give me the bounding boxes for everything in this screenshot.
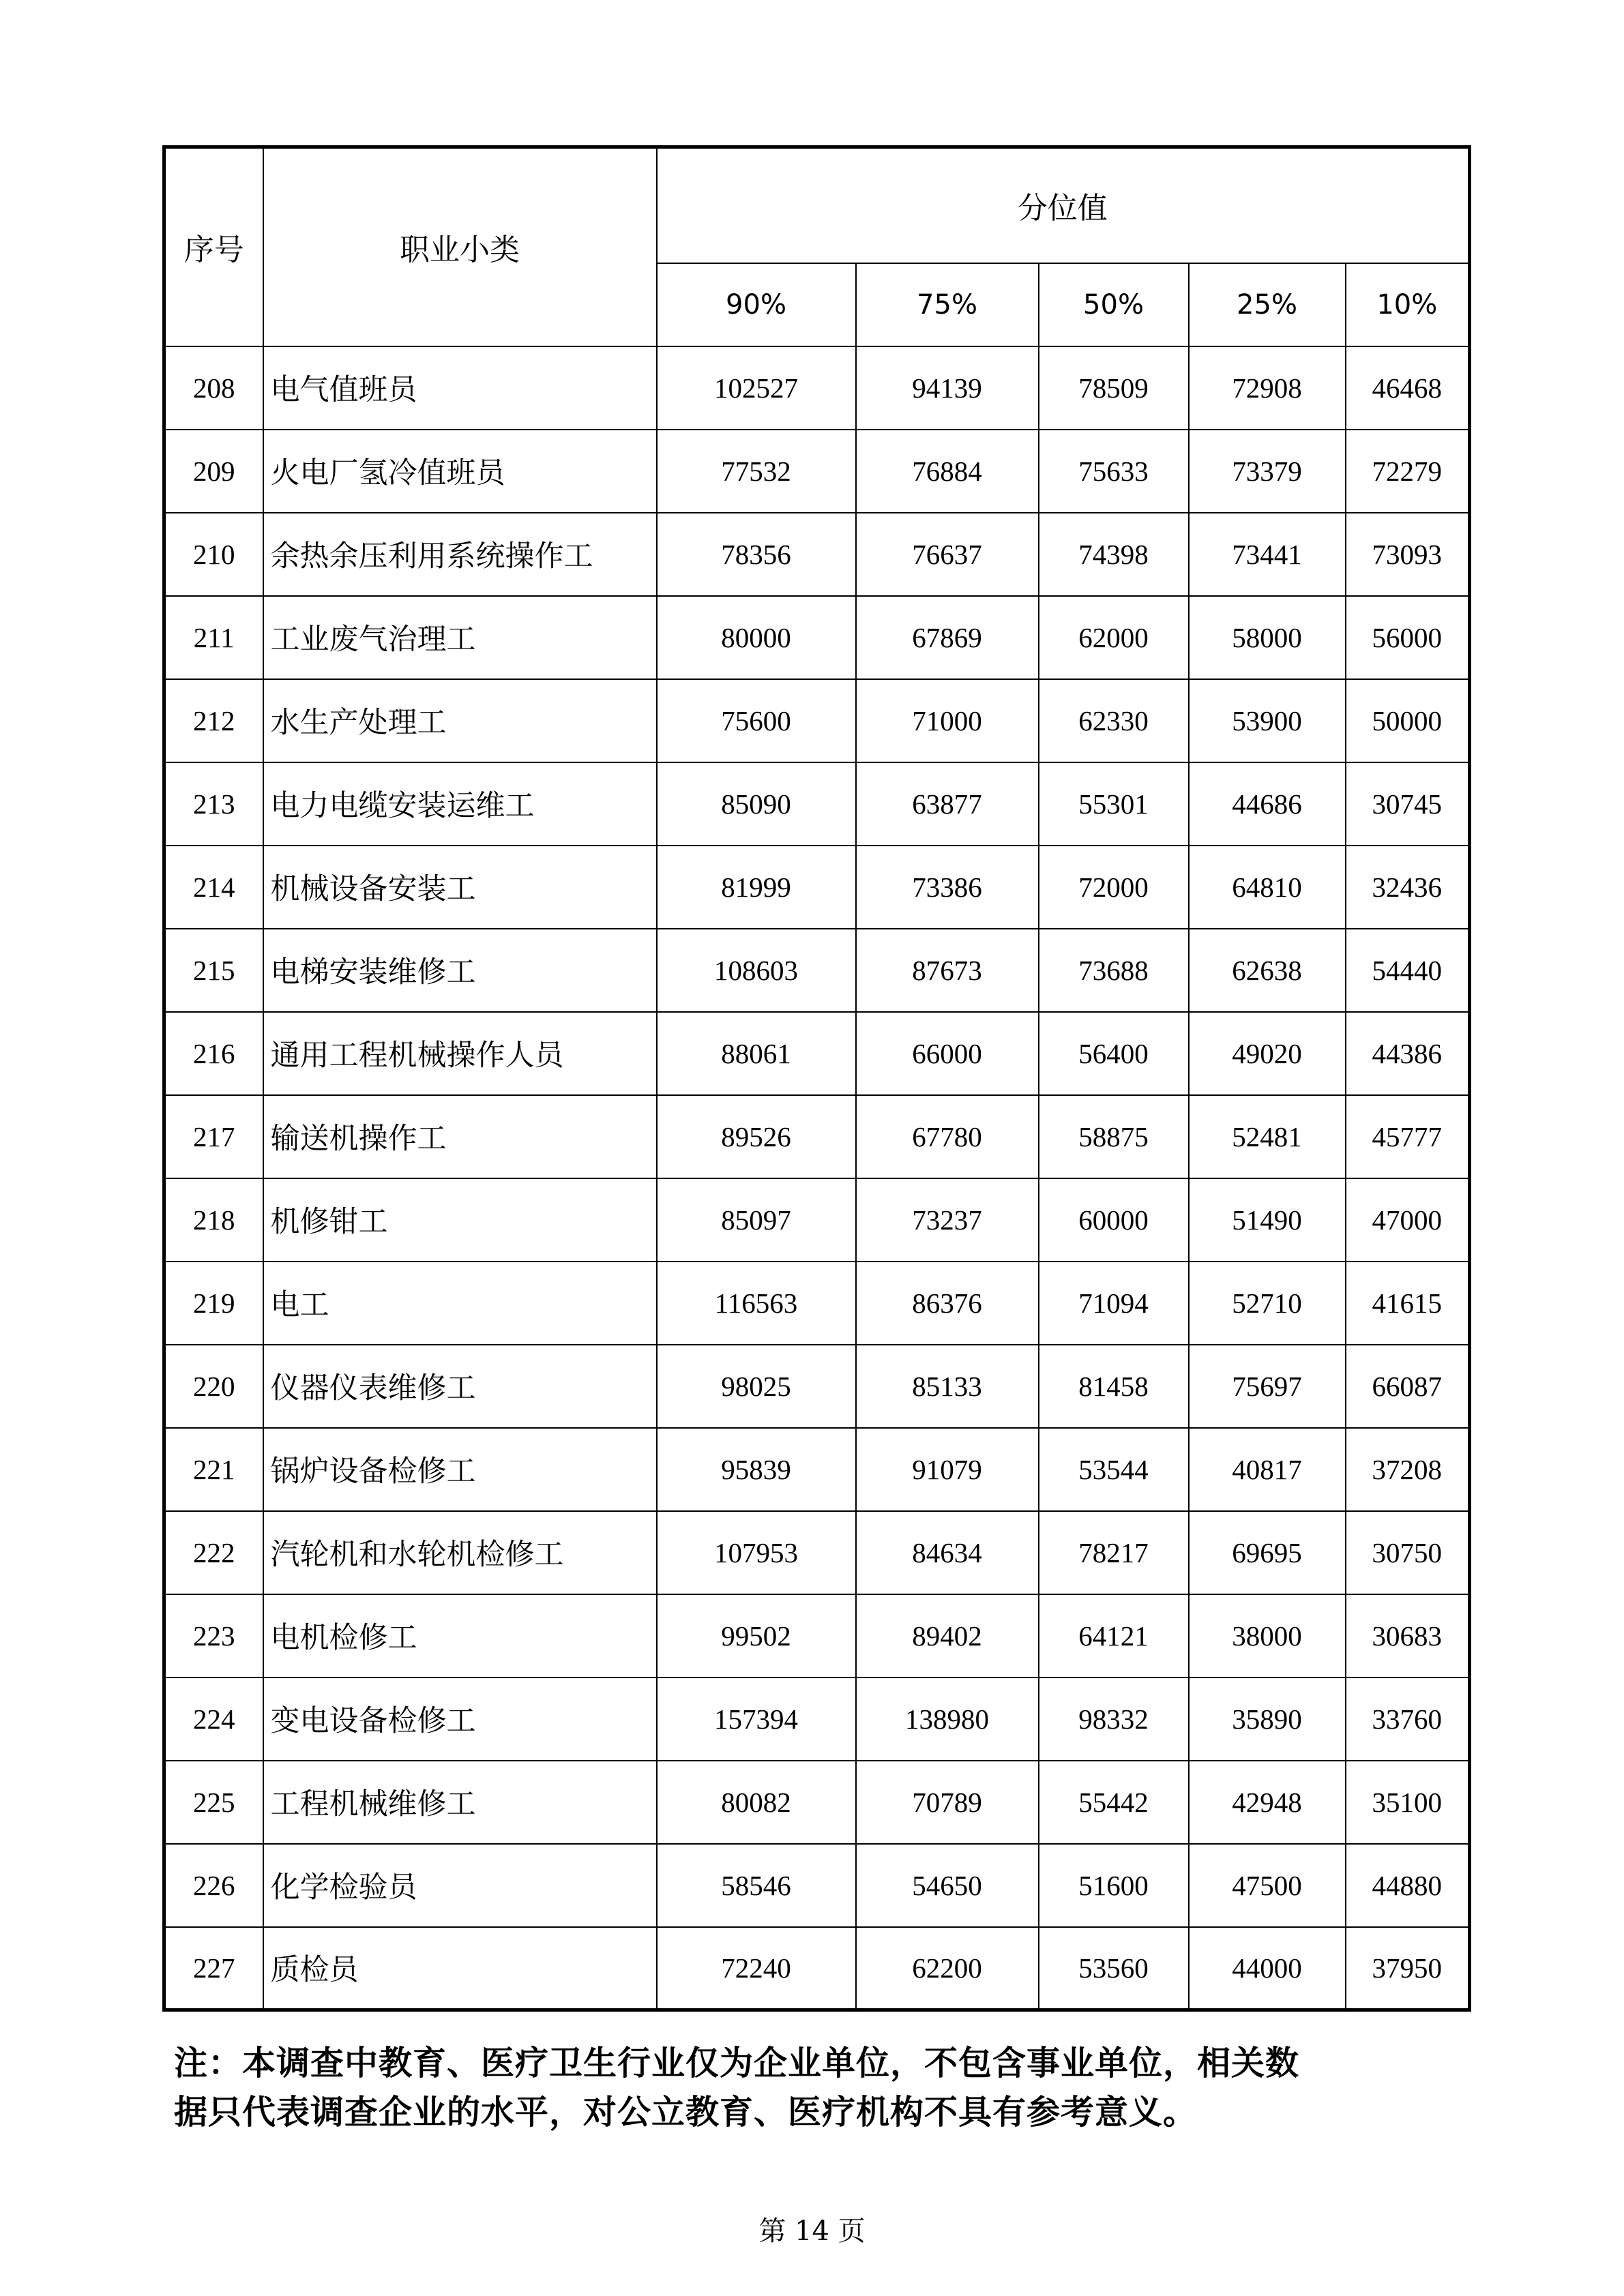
table-row	[164, 1594, 1470, 1678]
cell-p75: 67780	[856, 1095, 1039, 1178]
cell-seq: 222	[164, 1511, 263, 1594]
table-row	[164, 1678, 1470, 1761]
header-p50: 50%	[1039, 263, 1189, 346]
cell-p75: 86376	[856, 1262, 1039, 1345]
cell-seq: 227	[164, 1927, 263, 2010]
table-row	[164, 346, 1470, 430]
header-p10: 10%	[1346, 263, 1470, 346]
cell-occupation: 工程机械维修工	[263, 1761, 657, 1844]
cell-seq: 213	[164, 762, 263, 846]
header-occupation: 职业小类	[263, 147, 657, 346]
footnote	[174, 2039, 1456, 2137]
footnote-line-2: 据只代表调查企业的水平，对公立教育、医疗机构不具有参考意义。	[174, 2093, 1198, 2132]
cell-p90: 80000	[657, 596, 856, 679]
cell-p25: 47500	[1189, 1844, 1346, 1927]
cell-occupation: 化学检验员	[263, 1844, 657, 1927]
header-p25: 25%	[1189, 263, 1346, 346]
cell-p50: 78217	[1039, 1511, 1189, 1594]
cell-p90: 78356	[657, 513, 856, 596]
cell-p25: 62638	[1189, 929, 1346, 1012]
table-row	[164, 679, 1470, 762]
cell-p90: 81999	[657, 846, 856, 929]
header-percentile-group: 分位值	[657, 147, 1470, 263]
cell-occupation: 工业废气治理工	[263, 596, 657, 679]
cell-p10: 44386	[1346, 1012, 1470, 1095]
cell-p50: 55301	[1039, 762, 1189, 846]
cell-occupation: 电梯安装维修工	[263, 929, 657, 1012]
cell-occupation: 电气值班员	[263, 346, 657, 430]
cell-p75: 70789	[856, 1761, 1039, 1844]
cell-occupation: 质检员	[263, 1927, 657, 2010]
cell-p10: 32436	[1346, 846, 1470, 929]
cell-p10: 72279	[1346, 430, 1470, 513]
cell-p50: 81458	[1039, 1345, 1189, 1428]
cell-p75: 66000	[856, 1012, 1039, 1095]
cell-p25: 52710	[1189, 1262, 1346, 1345]
table-row	[164, 846, 1470, 929]
cell-occupation: 电机检修工	[263, 1594, 657, 1678]
cell-p75: 84634	[856, 1511, 1039, 1594]
cell-p75: 89402	[856, 1594, 1039, 1678]
table-row	[164, 1262, 1470, 1345]
cell-p90: 77532	[657, 430, 856, 513]
cell-p90: 116563	[657, 1262, 856, 1345]
cell-p25: 73441	[1189, 513, 1346, 596]
cell-p90: 72240	[657, 1927, 856, 2010]
cell-p50: 60000	[1039, 1178, 1189, 1262]
cell-p10: 50000	[1346, 679, 1470, 762]
cell-p10: 30750	[1346, 1511, 1470, 1594]
cell-p10: 41615	[1346, 1262, 1470, 1345]
cell-seq: 211	[164, 596, 263, 679]
table-row	[164, 1927, 1470, 2010]
table-header-row	[164, 147, 1470, 263]
cell-p50: 98332	[1039, 1678, 1189, 1761]
cell-p25: 58000	[1189, 596, 1346, 679]
table-row	[164, 1178, 1470, 1262]
cell-p25: 40817	[1189, 1428, 1346, 1511]
cell-occupation: 输送机操作工	[263, 1095, 657, 1178]
cell-p25: 69695	[1189, 1511, 1346, 1594]
cell-p50: 53560	[1039, 1927, 1189, 2010]
cell-p75: 62200	[856, 1927, 1039, 2010]
header-seq: 序号	[164, 147, 263, 346]
cell-occupation: 机械设备安装工	[263, 846, 657, 929]
cell-p25: 44000	[1189, 1927, 1346, 2010]
cell-p50: 75633	[1039, 430, 1189, 513]
cell-p75: 63877	[856, 762, 1039, 846]
table-row	[164, 1761, 1470, 1844]
cell-seq: 214	[164, 846, 263, 929]
cell-occupation: 变电设备检修工	[263, 1678, 657, 1761]
cell-p50: 53544	[1039, 1428, 1189, 1511]
cell-seq: 210	[164, 513, 263, 596]
cell-occupation: 汽轮机和水轮机检修工	[263, 1511, 657, 1594]
cell-p50: 62330	[1039, 679, 1189, 762]
cell-seq: 215	[164, 929, 263, 1012]
cell-occupation: 通用工程机械操作人员	[263, 1012, 657, 1095]
cell-p90: 85090	[657, 762, 856, 846]
cell-p90: 102527	[657, 346, 856, 430]
footnote-line-1: 注：本调查中教育、医疗卫生行业仅为企业单位，不包含事业单位，相关数	[174, 2044, 1300, 2083]
cell-p10: 47000	[1346, 1178, 1470, 1262]
cell-p10: 37950	[1346, 1927, 1470, 2010]
cell-p50: 51600	[1039, 1844, 1189, 1927]
wage-table-container	[162, 145, 1468, 2012]
cell-p75: 85133	[856, 1345, 1039, 1428]
cell-p10: 73093	[1346, 513, 1470, 596]
cell-p50: 56400	[1039, 1012, 1189, 1095]
table-row	[164, 762, 1470, 846]
cell-p25: 73379	[1189, 430, 1346, 513]
table-row	[164, 1345, 1470, 1428]
table-row	[164, 929, 1470, 1012]
cell-p25: 64810	[1189, 846, 1346, 929]
cell-seq: 216	[164, 1012, 263, 1095]
cell-p10: 37208	[1346, 1428, 1470, 1511]
header-p90: 90%	[657, 263, 856, 346]
table-row	[164, 596, 1470, 679]
table-row	[164, 513, 1470, 596]
cell-p25: 35890	[1189, 1678, 1346, 1761]
cell-p25: 42948	[1189, 1761, 1346, 1844]
cell-occupation: 机修钳工	[263, 1178, 657, 1262]
cell-p90: 107953	[657, 1511, 856, 1594]
cell-p10: 30683	[1346, 1594, 1470, 1678]
cell-p90: 88061	[657, 1012, 856, 1095]
cell-p75: 73386	[856, 846, 1039, 929]
cell-p10: 54440	[1346, 929, 1470, 1012]
cell-seq: 212	[164, 679, 263, 762]
cell-seq: 224	[164, 1678, 263, 1761]
cell-occupation: 锅炉设备检修工	[263, 1428, 657, 1511]
cell-p25: 51490	[1189, 1178, 1346, 1262]
cell-p50: 72000	[1039, 846, 1189, 929]
cell-p90: 85097	[657, 1178, 856, 1262]
cell-p75: 87673	[856, 929, 1039, 1012]
cell-p25: 53900	[1189, 679, 1346, 762]
cell-seq: 217	[164, 1095, 263, 1178]
cell-occupation: 水生产处理工	[263, 679, 657, 762]
header-p75: 75%	[856, 263, 1039, 346]
cell-seq: 221	[164, 1428, 263, 1511]
cell-p50: 78509	[1039, 346, 1189, 430]
table-row	[164, 1095, 1470, 1178]
table-row	[164, 1511, 1470, 1594]
cell-p10: 35100	[1346, 1761, 1470, 1844]
cell-seq: 226	[164, 1844, 263, 1927]
cell-p50: 64121	[1039, 1594, 1189, 1678]
cell-seq: 218	[164, 1178, 263, 1262]
cell-p75: 67869	[856, 596, 1039, 679]
cell-p10: 30745	[1346, 762, 1470, 846]
cell-occupation: 仪器仪表维修工	[263, 1345, 657, 1428]
table-row	[164, 1844, 1470, 1927]
wage-percentile-table	[162, 145, 1471, 2012]
cell-p75: 138980	[856, 1678, 1039, 1761]
table-row	[164, 1428, 1470, 1511]
cell-p25: 49020	[1189, 1012, 1346, 1095]
cell-occupation: 电力电缆安装运维工	[263, 762, 657, 846]
cell-occupation: 余热余压利用系统操作工	[263, 513, 657, 596]
cell-p50: 55442	[1039, 1761, 1189, 1844]
table-row	[164, 430, 1470, 513]
cell-p10: 56000	[1346, 596, 1470, 679]
cell-p10: 33760	[1346, 1678, 1470, 1761]
cell-p90: 99502	[657, 1594, 856, 1678]
cell-occupation: 电工	[263, 1262, 657, 1345]
cell-occupation: 火电厂氢冷值班员	[263, 430, 657, 513]
cell-p50: 62000	[1039, 596, 1189, 679]
cell-p75: 71000	[856, 679, 1039, 762]
cell-p75: 76637	[856, 513, 1039, 596]
table-row	[164, 1012, 1470, 1095]
cell-p25: 75697	[1189, 1345, 1346, 1428]
cell-seq: 208	[164, 346, 263, 430]
cell-p50: 71094	[1039, 1262, 1189, 1345]
cell-p10: 44880	[1346, 1844, 1470, 1927]
cell-p25: 52481	[1189, 1095, 1346, 1178]
cell-seq: 220	[164, 1345, 263, 1428]
cell-seq: 223	[164, 1594, 263, 1678]
cell-p50: 73688	[1039, 929, 1189, 1012]
cell-p90: 157394	[657, 1678, 856, 1761]
cell-p75: 54650	[856, 1844, 1039, 1927]
cell-p75: 73237	[856, 1178, 1039, 1262]
cell-p75: 91079	[856, 1428, 1039, 1511]
cell-p50: 58875	[1039, 1095, 1189, 1178]
table-body	[164, 346, 1470, 2010]
cell-p50: 74398	[1039, 513, 1189, 596]
cell-p25: 44686	[1189, 762, 1346, 846]
page-number: 第 14 页	[758, 2216, 866, 2247]
cell-p90: 80082	[657, 1761, 856, 1844]
cell-p90: 98025	[657, 1345, 856, 1428]
cell-seq: 209	[164, 430, 263, 513]
cell-p75: 76884	[856, 430, 1039, 513]
cell-p10: 46468	[1346, 346, 1470, 430]
cell-seq: 225	[164, 1761, 263, 1844]
cell-p75: 94139	[856, 346, 1039, 430]
cell-p90: 89526	[657, 1095, 856, 1178]
cell-p90: 95839	[657, 1428, 856, 1511]
cell-seq: 219	[164, 1262, 263, 1345]
cell-p10: 45777	[1346, 1095, 1470, 1178]
cell-p90: 75600	[657, 679, 856, 762]
cell-p90: 58546	[657, 1844, 856, 1927]
cell-p10: 66087	[1346, 1345, 1470, 1428]
cell-p25: 38000	[1189, 1594, 1346, 1678]
cell-p90: 108603	[657, 929, 856, 1012]
cell-p25: 72908	[1189, 346, 1346, 430]
